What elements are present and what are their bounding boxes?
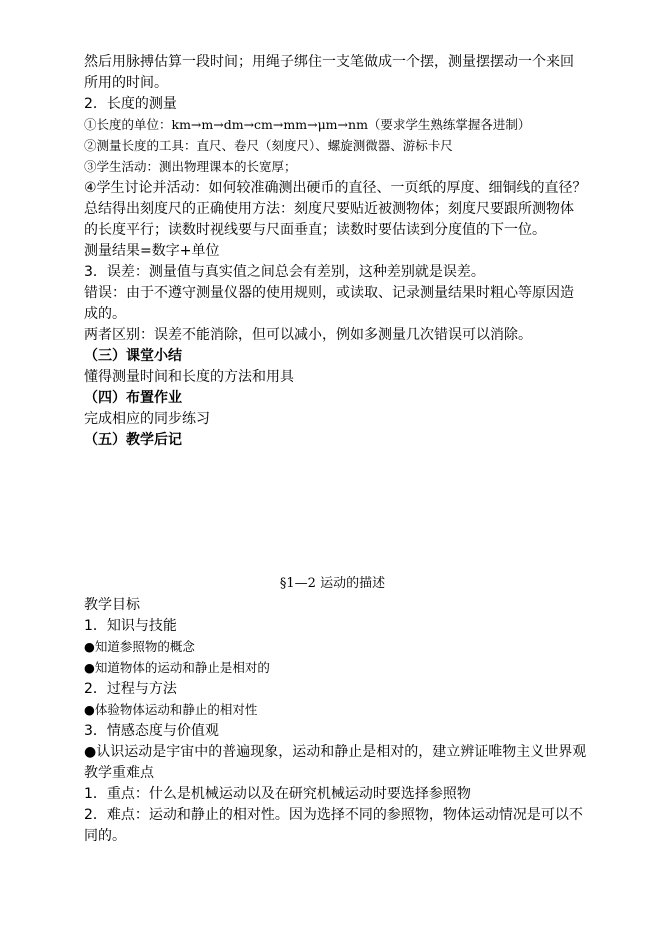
text-line: ④学生讨论并活动：如何较准确测出硬币的直径、一页纸的厚度、细铜线的直径？	[84, 180, 587, 196]
text-line: 所用的时间。	[84, 75, 168, 91]
text-line: 懂得测量时间和长度的方法和用具	[84, 369, 294, 385]
text-line: 总结得出刻度尺的正确使用方法：刻度尺要贴近被测物体；刻度尺要跟所测物体	[84, 201, 574, 217]
text-line: 的长度平行；读数时视线要与尺面垂直；读数时要估读到分度值的下一位。	[84, 222, 546, 238]
text-line: 然后用脉搏估算一段时间；用绳子绑住一支笔做成一个摆，测量摆摆动一个来回	[84, 54, 574, 70]
text-line: 2．难点：运动和静止的相对性。因为选择不同的参照物，物体运动情况是可以不	[84, 807, 583, 823]
text-line: 2．过程与方法	[84, 681, 177, 697]
text-line: ①长度的单位：km→m→dm→cm→mm→μm→nm（要求学生熟练掌握各进制）	[84, 117, 531, 132]
text-line: 成的。	[84, 306, 126, 322]
text-line: 错误：由于不遵守测量仪器的使用规则，或读取、记录测量结果时粗心等原因造	[84, 285, 574, 301]
text-line: 2．长度的测量	[84, 96, 177, 112]
text-line: 测量结果=数字+单位	[84, 243, 220, 259]
bullet-item: ●体验物体运动和静止的相对性	[84, 702, 258, 717]
section-heading: （三）课堂小结	[84, 348, 182, 364]
text-line: ③学生活动：测出物理课本的长宽厚；	[84, 159, 297, 174]
text-line: 1．知识与技能	[84, 618, 177, 634]
section-heading: （四）布置作业	[84, 390, 182, 406]
text-line: 同的。	[84, 828, 126, 844]
section-heading: （五）教学后记	[84, 432, 182, 448]
bullet-item: ●认识运动是宇宙中的普遍现象，运动和静止是相对的，建立辨证唯物主义世界观	[84, 744, 587, 760]
section-title: §1—2 运动的描述	[279, 576, 386, 591]
text-line: 两者区别：误差不能消除，但可以减小，例如多测量几次错误可以消除。	[84, 327, 532, 343]
text-line: 完成相应的同步练习	[84, 411, 210, 427]
text-line: 教学目标	[84, 597, 140, 613]
bullet-item: ●知道物体的运动和静止是相对的	[84, 660, 270, 675]
text-line: 3．情感态度与价值观	[84, 723, 219, 739]
text-line: 3．误差：测量值与真实值之间总会有差别，这种差别就是误差。	[84, 264, 485, 280]
text-line: 教学重难点	[84, 765, 154, 781]
text-line: ②测量长度的工具：直尺、卷尺（刻度尺）、螺旋测微器、游标卡尺	[84, 138, 453, 153]
bullet-item: ●知道参照物的概念	[84, 639, 195, 654]
text-line: 1．重点：什么是机械运动以及在研究机械运动时要选择参照物	[84, 786, 471, 802]
